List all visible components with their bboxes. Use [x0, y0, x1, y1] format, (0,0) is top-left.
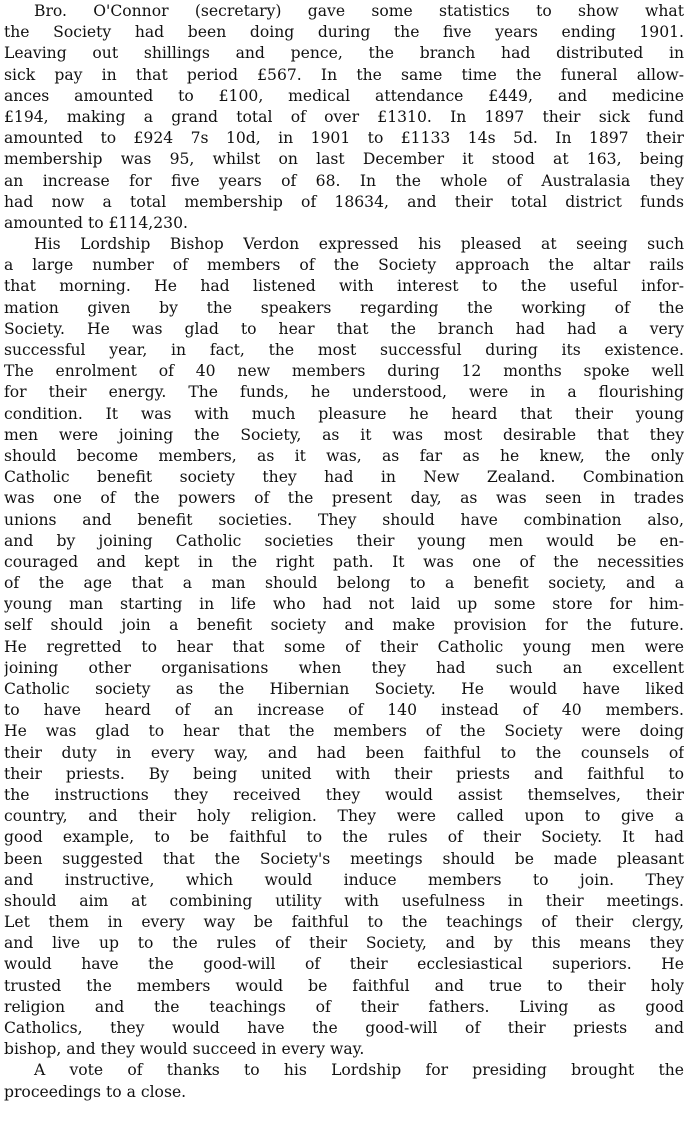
text-line: been suggested that the Society's meetings should be made pleasant — [4, 849, 684, 868]
text-line: a large number of members of the Society approach the altar rails — [4, 256, 684, 275]
text-line: The enrolment of 40 new members during 12 months spoke well — [4, 362, 684, 381]
text-line: His Lordship Bishop Verdon expressed his pleased at seeing such — [34, 235, 684, 254]
text-line: their duty in every way, and had been faithful to the counsels of — [4, 743, 684, 762]
text-line: He regretted to hear that some of their Catholic young men were — [4, 637, 684, 656]
text-line: to have heard of an increase of 140 instead of 40 members. — [4, 701, 684, 720]
text-line: would have the good-will of their ecclesiastical superiors. He — [4, 955, 684, 974]
text-line: the Society had been doing during the five years ending 1901. — [4, 23, 684, 42]
text-line: Let them in every way be faithful to the teachings of their clergy, — [4, 913, 684, 932]
text-line: £194, making a grand total of over £1310. In 1897 their sick fund — [4, 107, 684, 126]
text-line: proceedings to a close. — [4, 1082, 187, 1101]
text-line: Catholic benefit society they had in New Zealand. Combination — [4, 468, 684, 487]
text-line: and by joining Catholic societies their young men would be en- — [4, 531, 684, 550]
paragraph-vote-of-thanks — [4, 1060, 684, 1102]
text-line: Bro. O'Connor (secretary) gave some statistics to show what — [34, 2, 684, 20]
text-line: men were joining the Society, as it was most desirable that they — [4, 425, 684, 444]
text-line: Catholics, they would have the good-will of their priests and — [4, 1019, 684, 1037]
text-line: unions and benefit societies. They should have combination also, — [4, 510, 684, 529]
text-line: joining other organisations when they had such an excellent — [4, 658, 684, 677]
text-line: membership was 95, whilst on last December it stood at 163, being — [4, 150, 684, 169]
text-line: sick pay in that period £567. In the same time the funeral allow- — [4, 65, 684, 84]
text-line: Society. He was glad to hear that the branch had had a very — [4, 319, 684, 338]
text-line: young man starting in life who had not laid up some store for him- — [4, 595, 684, 614]
text-line: of the age that a man should belong to a benefit society, and a — [4, 574, 684, 593]
text-line: for their energy. The funds, he understood, were in a flourishing — [4, 383, 684, 402]
paragraph-statistics — [4, 1, 684, 234]
text-line: amounted to £114,230. — [4, 213, 188, 232]
text-line: self should join a benefit society and make provision for the future. — [4, 616, 684, 635]
text-line: country, and their holy religion. They were called upon to give a — [4, 807, 684, 826]
text-line: and instructive, which would induce members to join. They — [4, 870, 684, 889]
text-line: bishop, and they would succeed in every way. — [4, 1040, 365, 1059]
paragraph-bishop-address — [4, 234, 684, 1060]
text-line: was one of the powers of the present day, as was seen in trades — [4, 489, 684, 508]
text-line: and live up to the rules of their Society, and by this means they — [4, 934, 684, 953]
text-line: successful year, in fact, the most successful during its existence. — [4, 341, 684, 359]
text-line: the instructions they received they would assist themselves, their — [4, 785, 684, 804]
text-line: mation given by the speakers regarding the working of the — [4, 298, 684, 317]
text-line: their priests. By being united with their priests and faithful to — [4, 764, 684, 783]
text-line: trusted the members would be faithful and true to their holy — [4, 976, 684, 995]
text-line: couraged and kept in the right path. It was one of the necessities — [4, 552, 684, 571]
text-line: religion and the teachings of their fathers. Living as good — [4, 997, 684, 1016]
text-line: had now a total membership of 18634, and their total district funds — [4, 192, 684, 211]
text-line: Leaving out shillings and pence, the branch had distributed in — [4, 44, 684, 63]
text-line: ances amounted to £100, medical attendance £449, and medicine — [4, 86, 684, 105]
text-line: good example, to be faithful to the rules of their Society. It had — [4, 828, 684, 847]
news-article — [4, 1, 684, 1103]
text-line: Catholic society as the Hibernian Society. He would have liked — [4, 680, 684, 698]
text-line: A vote of thanks to his Lordship for presiding brought the — [34, 1061, 684, 1080]
text-line: condition. It was with much pleasure he heard that their young — [4, 404, 684, 423]
text-line: an increase for five years of 68. In the whole of Australasia they — [4, 171, 684, 190]
text-line: He was glad to hear that the members of the Society were doing — [4, 722, 684, 741]
text-line: should aim at combining utility with usefulness in their meetings. — [4, 891, 684, 910]
text-line: amounted to £924 7s 10d, in 1901 to £1133 14s 5d. In 1897 their — [4, 129, 684, 148]
text-line: should become members, as it was, as far as he knew, the only — [4, 446, 684, 465]
text-line: that morning. He had listened with interest to the useful infor- — [4, 277, 684, 296]
